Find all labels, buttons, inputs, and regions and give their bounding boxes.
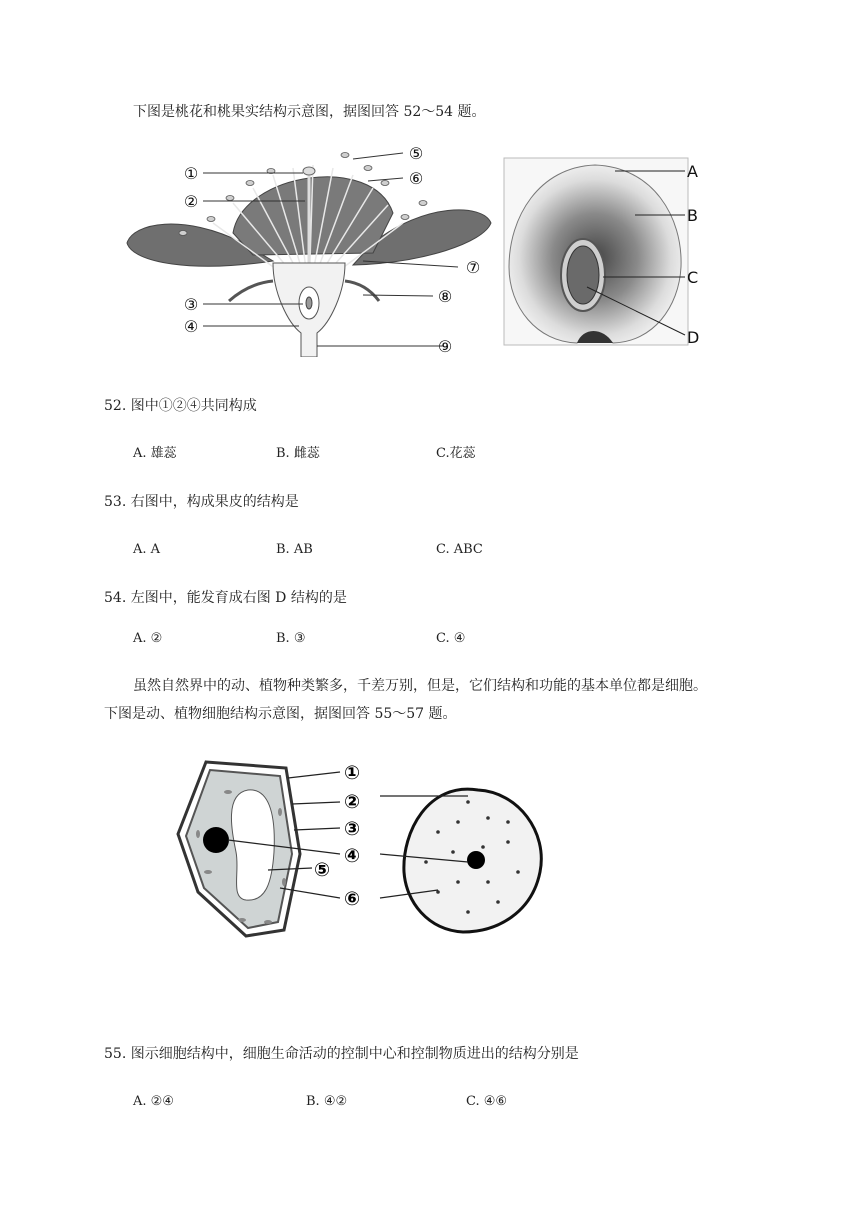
q54-option-a: A. ② xyxy=(133,631,163,646)
fruit-label-a: A xyxy=(687,162,698,181)
flower-label-9: ⑨ xyxy=(437,337,453,356)
cell-structure-diagram xyxy=(168,752,563,940)
flower-label-1: ① xyxy=(183,164,199,183)
peach-flower-diagram xyxy=(123,143,495,357)
q54-option-c: C. ④ xyxy=(436,631,466,646)
cell-label-6: ⑥ xyxy=(344,888,361,910)
question-54: 54. 左图中，能发育成右图 D 结构的是 xyxy=(104,590,347,606)
cell-label-1: ① xyxy=(344,762,361,784)
fruit-label-b: B xyxy=(687,206,698,225)
q52-option-b: B. 雌蕊 xyxy=(276,446,320,461)
ovule xyxy=(306,297,312,309)
flower-label-2: ② xyxy=(183,192,199,211)
fruit-label-c: C xyxy=(687,268,699,287)
q55-option-c: C. ④⑥ xyxy=(466,1094,508,1109)
question-55: 55. 图示细胞结构中，细胞生命活动的控制中心和控制物质进出的结构分别是 xyxy=(104,1046,579,1062)
q55-option-b: B. ④② xyxy=(306,1094,348,1109)
flower-label-7: ⑦ xyxy=(465,258,481,277)
intro-text-2-line-2: 下图是动、植物细胞结构示意图，据图回答 55～57 题。 xyxy=(104,706,457,722)
peach-fruit-diagram xyxy=(503,157,703,347)
cell-label-5: ⑤ xyxy=(314,859,331,881)
fruit-seed xyxy=(567,246,599,304)
q52-option-c: C.花蕊 xyxy=(436,446,476,461)
q53-option-b: B. AB xyxy=(276,542,313,557)
question-53: 53. 右图中，构成果皮的结构是 xyxy=(104,494,299,510)
q53-option-a: A. A xyxy=(133,542,161,557)
flower-label-4: ④ xyxy=(183,317,199,336)
stigma xyxy=(303,167,315,175)
animal-cell-nucleus xyxy=(467,851,485,869)
q54-option-b: B. ③ xyxy=(276,631,306,646)
cell-label-3: ③ xyxy=(344,818,361,840)
question-52: 52. 图中①②④共同构成 xyxy=(104,398,257,414)
cell-label-4: ④ xyxy=(344,845,361,867)
flower-label-8: ⑧ xyxy=(437,287,453,306)
q52-option-a: A. 雄蕊 xyxy=(133,446,177,461)
flower-label-5: ⑤ xyxy=(408,144,424,163)
q53-option-c: C. ABC xyxy=(436,542,483,557)
intro-text-2-line-1: 虽然自然界中的动、植物种类繁多，千差万别，但是，它们结构和功能的基本单位都是细胞。 xyxy=(133,678,707,694)
plant-cell-nucleus xyxy=(203,827,229,853)
cell-label-2: ② xyxy=(344,791,361,813)
q55-option-a: A. ②④ xyxy=(133,1094,174,1109)
flower-label-3: ③ xyxy=(183,295,199,314)
intro-text-1: 下图是桃花和桃果实结构示意图，据图回答 52～54 题。 xyxy=(133,104,486,120)
flower-label-6: ⑥ xyxy=(408,169,424,188)
fruit-label-d: D xyxy=(687,328,700,347)
